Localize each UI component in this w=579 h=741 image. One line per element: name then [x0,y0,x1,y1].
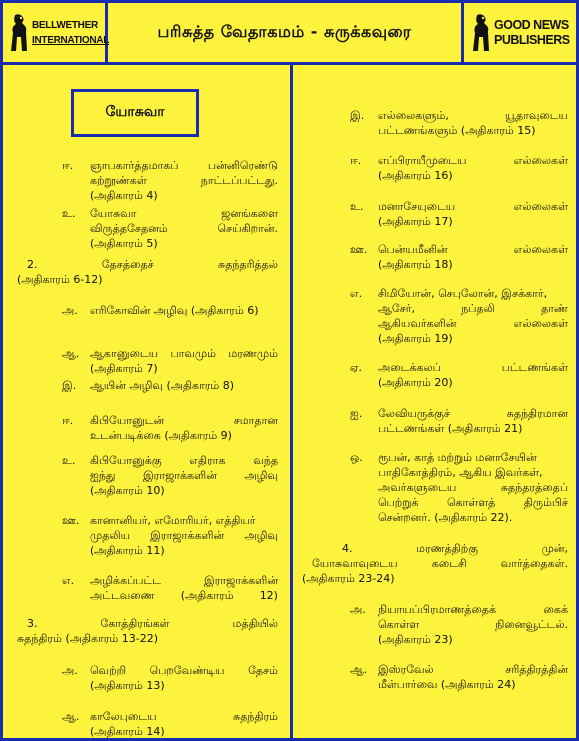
chapter-ref: (அதிகாரம் 19) [378,332,453,345]
item-text: எல்லைகள் [513,243,568,256]
item-text: எரிகோவின் அழிவு (அதிகாரம் 6) [90,304,259,317]
item-marker: ஆ. [62,347,80,360]
section-text: யோசுவாவுடைய [312,557,398,570]
outline-item [62,663,278,693]
item-text: முதலிய [90,529,131,542]
item-text: கானானியர், எமோரியர், எத்தியர் [90,514,256,527]
section-heading [17,616,278,646]
item-text: உடன்படிக்கை (அதிகாரம் 9) [90,429,232,442]
item-marker: ஈ. [62,414,74,427]
section-text: மரணத்திற்கு [416,542,479,555]
item-text: நியாயப்பிரமாணத்தைக் [378,603,496,616]
section-text: வார்த்தைகள். [500,557,568,570]
outline-item [62,453,278,498]
section-number: 4. [342,542,353,555]
outline-item [62,413,278,443]
item-text: பாதிகோத்திரம், ஆகிய இவர்கள், [378,466,543,479]
item-text: பாவமும் [170,347,216,360]
header-left-logo-cell [3,3,108,65]
chapter-ref: (அதிகாரம் 16) [378,169,453,182]
item-marker: உ. [350,200,364,213]
item-text: ஜனங்களை [221,207,278,220]
chapter-ref: (அதிகாரம் 5) [90,237,158,250]
item-text: அழிக்கப்பட்ட [90,574,162,587]
item-text: சென்றனர். (அதிகாரம் 22). [378,511,513,524]
item-marker: ஆ. [62,710,80,723]
item-marker: ஈ. [350,154,362,167]
outline-item [350,108,568,138]
column-divider [290,65,293,741]
item-text: இராஜாக்களின் [204,574,278,587]
item-marker: இ. [350,109,365,122]
section-heading [302,541,568,586]
section-ref: (அதிகாரம் 6-12) [17,273,103,286]
item-text: அட்டவணை [90,589,155,602]
outline-item [350,242,568,272]
item-text: எப்பிராயீமுடைய [378,154,467,167]
outline-item [62,158,278,203]
item-text: எல்லைகள் [513,154,568,167]
item-text: இஸ்ரவேல் [378,663,434,676]
item-text: எல்லைகள் [513,200,568,213]
item-marker: ஏ. [350,361,363,374]
outline-item [62,573,278,603]
item-text: அவர்களுடைய [378,481,457,494]
item-text: எல்லைகளும், [378,109,449,122]
page-title: பரிசுத்த வேதாகமம் - சுருக்கவுரை [157,22,412,41]
item-text: ஆகியவர்களின் [378,317,457,330]
item-marker: அ. [62,664,78,677]
outline-item [350,286,568,346]
outline-item [62,346,278,376]
section-heading [17,257,278,287]
item-marker: உ. [62,207,76,220]
item-marker: அ. [62,304,78,317]
chapter-ref: (அதிகாரம் 13) [90,679,165,692]
outline-item [62,303,278,318]
item-text: ஆயின் அழிவு (அதிகாரம் 8) [90,379,235,392]
item-marker: எ. [350,287,363,300]
outline-item [350,360,568,390]
section-text: முன், [541,542,568,555]
item-text: பெறவேண்டிய [149,664,225,677]
section-ref: சுதந்திரம் (அதிகாரம் 13-22) [17,632,159,645]
section-text: மத்தியில் [232,617,278,630]
good-news-sheep-icon [471,13,491,53]
item-text: நினைவூட்டல். [495,618,568,631]
item-text: ரூபன், காத் மற்றும் மனாசேயின் [378,451,537,464]
item-text: இராஜாக்களின் [142,469,217,482]
chapter-ref: (அதிகாரம் 4) [90,189,158,202]
item-text: லேவியருக்குச் [378,407,450,420]
item-text: அடைக்கலப் [378,361,441,374]
section-text: தேசத்தைச் [101,258,154,271]
book-title-box [71,89,199,137]
section-text: கோத்திரங்கள் [100,617,170,630]
item-text: ஐந்து [90,469,116,482]
bellwether-sheep-icon [9,13,29,53]
item-marker: ஐ. [350,407,363,420]
outline-item [350,153,568,183]
logo-right-line2: PUBLISHERS [494,33,570,47]
item-text: யூதாவுடைய [505,109,568,122]
outline-item [350,450,568,525]
item-marker: உ. [62,454,76,467]
good-news-logo [471,13,570,53]
item-text: நப்தலி [461,302,495,315]
item-text: செய்கிறான். [217,222,278,235]
logo-right-line1: GOOD NEWS [494,18,569,32]
item-text: தேசம் [248,664,278,677]
item-text: பட்டணங்கள் (அதிகாரம் 21) [378,422,523,435]
section-text: கடைசி [431,557,467,570]
item-text: தாண் [541,302,568,315]
chapter-ref: (அதிகாரம் 7) [90,362,158,375]
item-text: எல்லைகள் [513,317,568,330]
item-text: ஆசேர், [378,302,416,315]
item-text: பன்னிரெண்டு [207,159,278,172]
item-text: சுதந்தரத்தைப் [500,481,568,494]
item-text: 12) [259,589,278,602]
item-text: விருத்தசேதனம் [90,222,168,235]
item-text: பென்யமீனின் [378,243,448,256]
item-text: சுதந்திரம் [233,710,278,723]
section-ref: (அதிகாரம் 23-24) [302,572,395,585]
item-text: நாட்டப்பட்டது. [200,174,278,187]
item-marker: ஆ. [350,663,368,676]
outline-item [62,378,278,393]
outline-item [62,513,278,558]
item-text: மனாசேயுடைய [378,200,456,213]
item-text: கற்றூண்கள் [90,174,147,187]
section-text: சுதந்தரித்தல் [218,258,278,271]
item-text: ஞாபகார்த்தமாகப் [90,159,179,172]
item-text: இராஜாக்களின் [150,529,225,542]
item-text: ஆகானுடைய [90,347,159,360]
chapter-ref: (அதிகாரம் 18) [378,258,453,271]
item-text: அழிவு [244,469,278,482]
item-text: சரித்திரத்தின் [505,663,568,676]
book-title: யோசுவா [105,104,165,120]
chapter-ref: (அதிகாரம் 20) [378,376,453,389]
item-marker: ஊ. [350,243,368,256]
item-marker: அ. [350,603,366,616]
section-number: 2. [27,258,38,271]
chapter-ref: (அதிகாரம் 10) [90,484,165,497]
item-text: அழிவு [244,529,278,542]
outline-item [62,709,278,739]
item-text: பட்டணங்களும் (அதிகாரம் 15) [378,124,536,137]
item-text: மீள்பார்வை (அதிகாரம் 24) [378,678,516,691]
header-title-cell [108,3,464,65]
item-text: சுதந்திரமான [506,407,568,420]
item-text: திரும்பிச் [523,496,568,509]
outline-item [350,602,568,647]
item-text: எதிராக [189,454,226,467]
item-text: வந்த [253,454,278,467]
item-marker: எ. [62,574,75,587]
item-marker: இ. [62,379,77,392]
item-text: கைக் [543,603,568,616]
bellwether-logo [9,13,109,53]
header-right-logo-cell [464,3,579,65]
chapter-ref: (அதிகாரம் 14) [90,725,165,738]
item-text: கிபியோனுக்கு [90,454,162,467]
item-text: யோசுவா [90,207,137,220]
item-marker: ஒ. [350,451,363,464]
outline-item [350,662,568,692]
item-text: சமாதான [233,414,278,427]
item-text: பெற்றுக் [378,496,419,509]
section-number: 3. [27,617,38,630]
item-text: கொள்ளத் [446,496,496,509]
outline-item [350,406,568,436]
item-text: காலேபுடைய [90,710,157,723]
outline-item [350,199,568,229]
item-marker: ஈ. [62,159,74,172]
item-text: வெற்றி [90,664,127,677]
item-text: பட்டணங்கள் [501,361,568,374]
outline-item [62,206,278,251]
item-text: கிபியோனுடன் [90,414,165,427]
item-text: கொள்ள [378,618,420,631]
item-text: (அதிகாரம் [180,589,234,602]
chapter-ref: (அதிகாரம் 23) [378,633,453,646]
chapter-ref: (அதிகாரம் 11) [90,544,165,557]
logo-left-line1: BELLWETHER [32,20,98,31]
logo-left-line2: INTERNATIONAL [32,35,110,46]
item-text: மரணமும் [228,347,278,360]
item-marker: ஊ. [62,514,80,527]
chapter-ref: (அதிகாரம் 17) [378,215,453,228]
item-text: சிமியோன், செபுலோன், இசக்கார், [378,287,548,300]
